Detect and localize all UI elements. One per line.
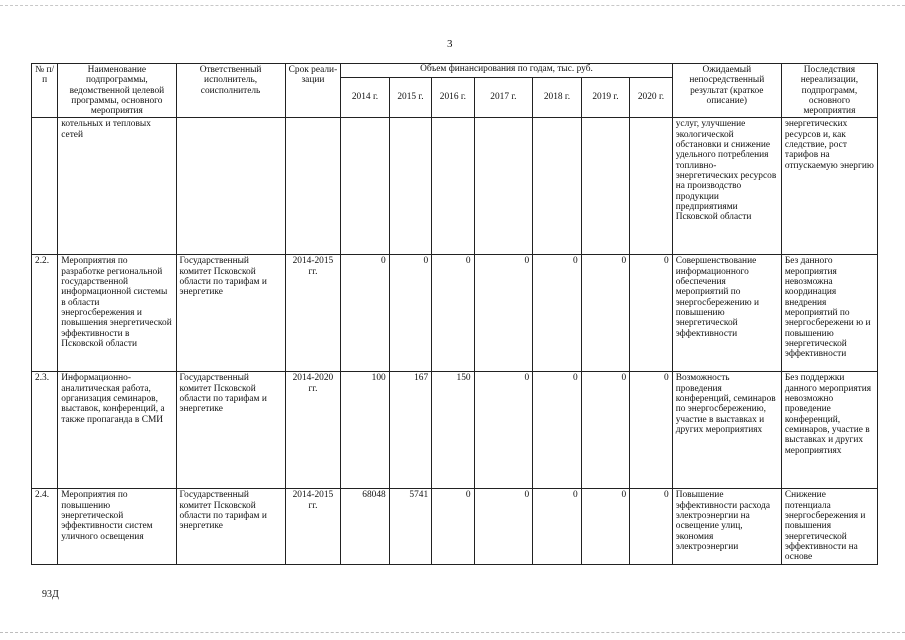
cell-value: 0 <box>533 372 582 489</box>
table-row <box>32 255 878 372</box>
cell-term: 2014-2015 гг. <box>285 489 341 564</box>
header-num: № п/п <box>32 64 58 118</box>
scan-edge-top <box>0 5 905 6</box>
header-financing: Объем финансирования по годам, тыс. руб. <box>341 64 673 78</box>
page-number: 3 <box>447 38 453 50</box>
cell-value: 0 <box>630 255 673 372</box>
header-year: 2020 г. <box>630 77 673 118</box>
header-row-1 <box>32 64 878 78</box>
header-year: 2019 г. <box>581 77 630 118</box>
cell-value: 0 <box>474 255 533 372</box>
cell-responsible: Государственный комитет Псковской области по тарифам и энергетике <box>176 489 285 564</box>
cell-value: 0 <box>630 489 673 564</box>
header-year: 2017 г. <box>474 77 533 118</box>
cell-result: Повышение эффективности расхода электроэнергии на освещение улиц, экономия электроэнергии <box>672 489 781 564</box>
cell-value: 0 <box>474 372 533 489</box>
cell-result: Совершенствование информационного обеспечения мероприятий по энергосбережению и повышению энергетической эффективности <box>672 255 781 372</box>
cell-value: 150 <box>432 372 474 489</box>
header-name: Наименование подпрограммы, ведомственной целевой программы, основного мероприятия <box>58 64 176 118</box>
cell-consequences: Снижение потенциала энергосбережения и повышения энергетической эффективности на основе <box>781 489 877 564</box>
header-consequences: Последствия нереализации, подпрограмм, основного мероприятия <box>781 64 877 118</box>
cell-result: Возможность проведения конференций, семинаров по энергосбережению, участие в выставках и других мероприятиях <box>672 372 781 489</box>
cell-name: Мероприятия по повышению энергетической эффективности систем уличного освещения <box>58 489 176 564</box>
cell-consequences: энергетических ресурсов и, как следствие, рост тарифов на отпускаемую энергию <box>781 118 877 255</box>
cell-value: 68048 <box>341 489 390 564</box>
cell-name: Информационно-аналитическая работа, организация семинаров, выставок, конференций, а также пропаганда в СМИ <box>58 372 176 489</box>
table-row <box>32 372 878 489</box>
header-year: 2015 г. <box>389 77 431 118</box>
cell-value: 100 <box>341 372 390 489</box>
table-row <box>32 489 878 564</box>
program-table <box>31 63 878 565</box>
cell-term: 2014-2015 гг. <box>285 255 341 372</box>
cell-responsible: Государственный комитет Псковской области по тарифам и энергетике <box>176 372 285 489</box>
cell-value: 0 <box>432 255 474 372</box>
scan-edge-bottom <box>0 632 905 633</box>
cell-value: 0 <box>581 372 630 489</box>
cell-num: 2.4. <box>32 489 58 564</box>
header-year: 2018 г. <box>533 77 582 118</box>
header-term: Срок реали-зации <box>285 64 341 118</box>
cell-value: 0 <box>533 255 582 372</box>
cell-value: 0 <box>432 489 474 564</box>
cell-consequences: Без поддержки данного мероприятия невозможно проведение конференций, семинаров, участие в выставках и других мероприятиях <box>781 372 877 489</box>
cell-term: 2014-2020 гг. <box>285 372 341 489</box>
cell-value: 0 <box>581 255 630 372</box>
cell-value: 0 <box>389 255 431 372</box>
cell-consequences: Без данного мероприятия невозможна координация внедрения мероприятий по энергосбережени ю и повышению энергетической эффективности <box>781 255 877 372</box>
cell-value: 167 <box>389 372 431 489</box>
cell-num: 2.3. <box>32 372 58 489</box>
header-responsible: Ответственный исполнитель, соисполнитель <box>176 64 285 118</box>
cell-name: Мероприятия по разработке региональной государственной информационной системы в области энергосбережения и повышения энергетической эффективности в Псковской области <box>58 255 176 372</box>
cell-value: 0 <box>533 489 582 564</box>
cell-value: 0 <box>630 372 673 489</box>
cell-value: 0 <box>474 489 533 564</box>
header-result: Ожидаемый непосредственный результат (краткое описание) <box>672 64 781 118</box>
cell-value: 5741 <box>389 489 431 564</box>
cell-responsible: Государственный комитет Псковской области по тарифам и энергетике <box>176 255 285 372</box>
cell-name: котельных и тепловых сетей <box>58 118 176 255</box>
cell-num: 2.2. <box>32 255 58 372</box>
cell-value: 0 <box>341 255 390 372</box>
header-year: 2014 г. <box>341 77 390 118</box>
header-year: 2016 г. <box>432 77 474 118</box>
cell-result: услуг, улучшение экологической обстановки и снижение удельного потребления топливно-энергетических ресурсов на производство продукции предприятиями Псковской области <box>672 118 781 255</box>
cell-value: 0 <box>581 489 630 564</box>
table-row-continuation <box>32 118 878 255</box>
document-code: 93Д <box>42 589 59 600</box>
